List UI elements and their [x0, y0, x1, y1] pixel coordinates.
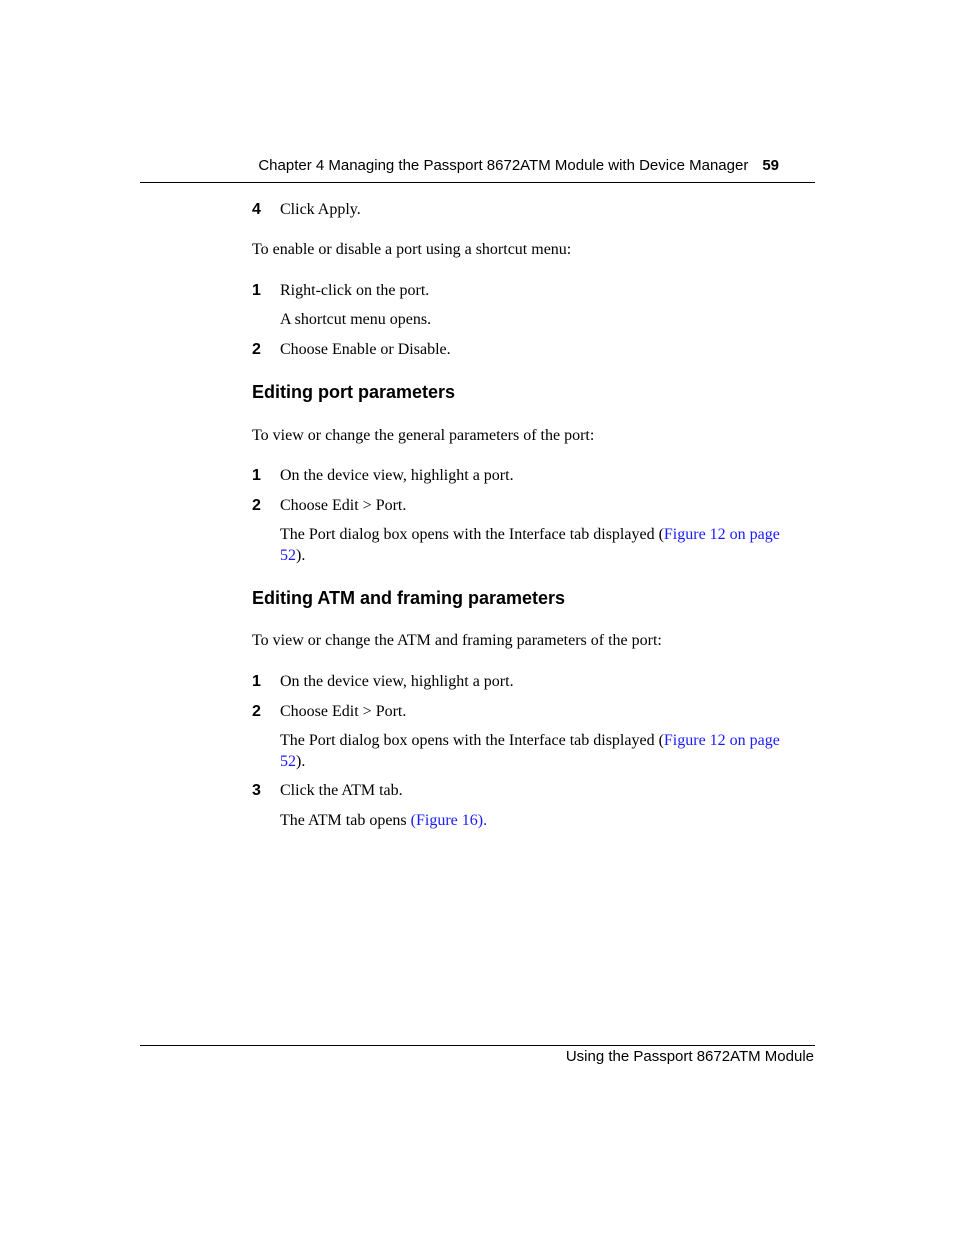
step-text: On the device view, highlight a port.	[280, 467, 514, 484]
step-number: 3	[252, 782, 261, 799]
header-rule	[140, 182, 815, 183]
figure-16-link[interactable]: (Figure 16).	[410, 812, 488, 829]
section-heading-port-parameters: Editing port parameters	[252, 382, 456, 402]
step-number: 2	[252, 497, 261, 514]
shortcut-intro: To enable or disable a port using a shortcut menu:	[252, 241, 572, 258]
step-number: 2	[252, 703, 261, 720]
port-params-intro: To view or change the general parameters of the port:	[252, 427, 595, 444]
step-note: The ATM tab opens (Figure 16).	[280, 812, 488, 829]
figure-12-link[interactable]: Figure 12 on page 52	[280, 732, 780, 770]
step-note: The Port dialog box opens with the Interface tab displayed (Figure 12 on page 52).	[280, 526, 780, 564]
figure-12-link[interactable]: Figure 12 on page 52	[280, 526, 780, 564]
step-number: 4	[252, 201, 261, 218]
running-header	[258, 156, 779, 176]
step-text: Choose Enable or Disable.	[280, 341, 451, 358]
step-text: Choose Edit > Port.	[280, 703, 407, 720]
step-text: On the device view, highlight a port.	[280, 673, 514, 690]
step-text: Right-click on the port.	[280, 282, 430, 299]
step-note: A shortcut menu opens.	[280, 311, 432, 328]
step-number: 1	[252, 673, 261, 690]
section-heading-atm-framing: Editing ATM and framing parameters	[252, 588, 566, 608]
step-number: 2	[252, 341, 261, 358]
footer-rule	[140, 1045, 815, 1046]
step-text: Choose Edit > Port.	[280, 497, 407, 514]
step-number: 1	[252, 467, 261, 484]
step-text: Click Apply.	[280, 201, 361, 218]
chapter-title: Chapter 4 Managing the Passport 8672ATM Module with Device Manager	[258, 157, 749, 174]
footer-title: Using the Passport 8672ATM Module	[565, 1048, 814, 1065]
page-number: 59	[762, 157, 779, 174]
step-number: 1	[252, 282, 261, 299]
step-note: The Port dialog box opens with the Interface tab displayed (Figure 12 on page 52).	[280, 732, 780, 770]
step-text: Click the ATM tab.	[280, 782, 403, 799]
atm-params-intro: To view or change the ATM and framing parameters of the port:	[252, 632, 662, 649]
